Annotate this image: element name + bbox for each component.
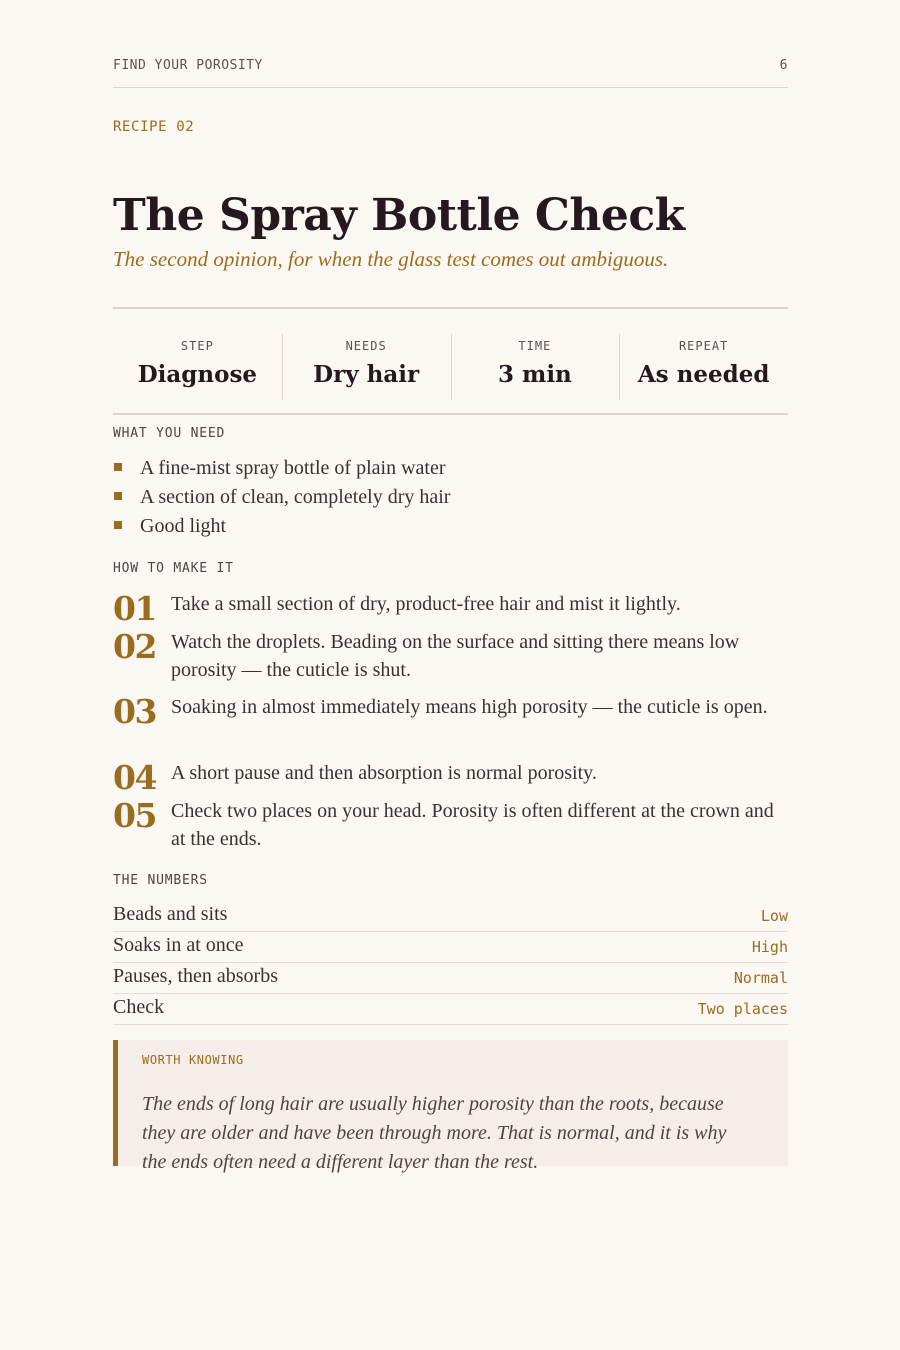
list-item-text: Good light bbox=[140, 515, 227, 537]
steps-list bbox=[113, 590, 788, 857]
callout-text: The ends of long hair are usually higher porosity than the roots, because they are older and have been through more. That is normal, and it is why the ends often need a different layer than the rest. bbox=[142, 1093, 727, 1173]
recipe-stats bbox=[113, 307, 788, 415]
step-item bbox=[113, 693, 788, 759]
stat-needs bbox=[282, 309, 451, 413]
table-row bbox=[113, 994, 788, 1025]
step-text: Take a small section of dry, product-free hair and mist it lightly. bbox=[171, 593, 681, 615]
step-text: Soaking in almost immediately means high porosity — the cuticle is open. bbox=[171, 696, 768, 718]
step-item bbox=[113, 797, 788, 857]
row-value: Two places bbox=[697, 1000, 788, 1018]
recipe-kicker: RECIPE 02 bbox=[113, 119, 195, 135]
stat-time bbox=[451, 309, 620, 413]
stat-value: As needed bbox=[637, 361, 770, 388]
stat-value: Dry hair bbox=[313, 361, 420, 388]
square-bullet-icon bbox=[114, 492, 122, 500]
numbers-heading: THE NUMBERS bbox=[113, 873, 208, 888]
what-you-need-heading: WHAT YOU NEED bbox=[113, 426, 226, 441]
list-item bbox=[113, 454, 788, 483]
step-text: Watch the droplets. Beading on the surface and sitting there means low porosity — the cuticle is shut. bbox=[171, 631, 740, 681]
table-row bbox=[113, 901, 788, 932]
stat-label: TIME bbox=[518, 339, 552, 353]
list-item bbox=[113, 512, 788, 541]
step-item bbox=[113, 759, 788, 797]
worth-knowing-callout bbox=[113, 1040, 788, 1173]
row-key: Pauses, then absorbs bbox=[113, 965, 278, 987]
row-value: Normal bbox=[733, 969, 788, 987]
stat-step bbox=[113, 309, 282, 413]
step-number: 02 bbox=[113, 627, 156, 666]
row-key: Check bbox=[113, 996, 165, 1018]
square-bullet-icon bbox=[114, 521, 122, 529]
stat-label: NEEDS bbox=[345, 339, 387, 353]
step-item bbox=[113, 628, 788, 693]
row-key: Beads and sits bbox=[113, 903, 228, 925]
step-number: 03 bbox=[113, 692, 156, 731]
step-text: A short pause and then absorption is normal porosity. bbox=[171, 762, 597, 784]
stat-label: REPEAT bbox=[678, 339, 729, 353]
stat-repeat bbox=[619, 309, 788, 413]
row-value: Low bbox=[760, 907, 788, 925]
row-key: Soaks in at once bbox=[113, 934, 244, 956]
list-item-text: A fine-mist spray bottle of plain water bbox=[140, 457, 446, 479]
list-item bbox=[113, 483, 788, 512]
step-number: 01 bbox=[113, 589, 156, 628]
section-title: FIND YOUR POROSITY bbox=[113, 58, 263, 73]
step-number: 05 bbox=[113, 796, 156, 835]
square-bullet-icon bbox=[114, 463, 122, 471]
page-subtitle: The second opinion, for when the glass test comes out ambiguous. bbox=[113, 247, 669, 271]
list-item-text: A section of clean, completely dry hair bbox=[140, 486, 451, 508]
numbers-table bbox=[113, 901, 788, 1025]
step-text: Check two places on your head. Porosity is often different at the crown and at the ends. bbox=[171, 800, 774, 850]
ingredients-list bbox=[113, 454, 788, 541]
stat-value: 3 min bbox=[497, 361, 572, 388]
running-header bbox=[113, 57, 788, 88]
step-item bbox=[113, 590, 788, 628]
how-to-heading: HOW TO MAKE IT bbox=[113, 561, 234, 576]
page-number: 6 bbox=[779, 58, 788, 73]
table-row bbox=[113, 932, 788, 963]
stat-value: Diagnose bbox=[137, 361, 258, 388]
callout-label: WORTH KNOWING bbox=[142, 1053, 244, 1067]
row-value: High bbox=[751, 938, 788, 956]
table-row bbox=[113, 963, 788, 994]
page-title: The Spray Bottle Check bbox=[113, 190, 685, 241]
step-number: 04 bbox=[113, 758, 156, 797]
stat-label: STEP bbox=[180, 339, 214, 353]
